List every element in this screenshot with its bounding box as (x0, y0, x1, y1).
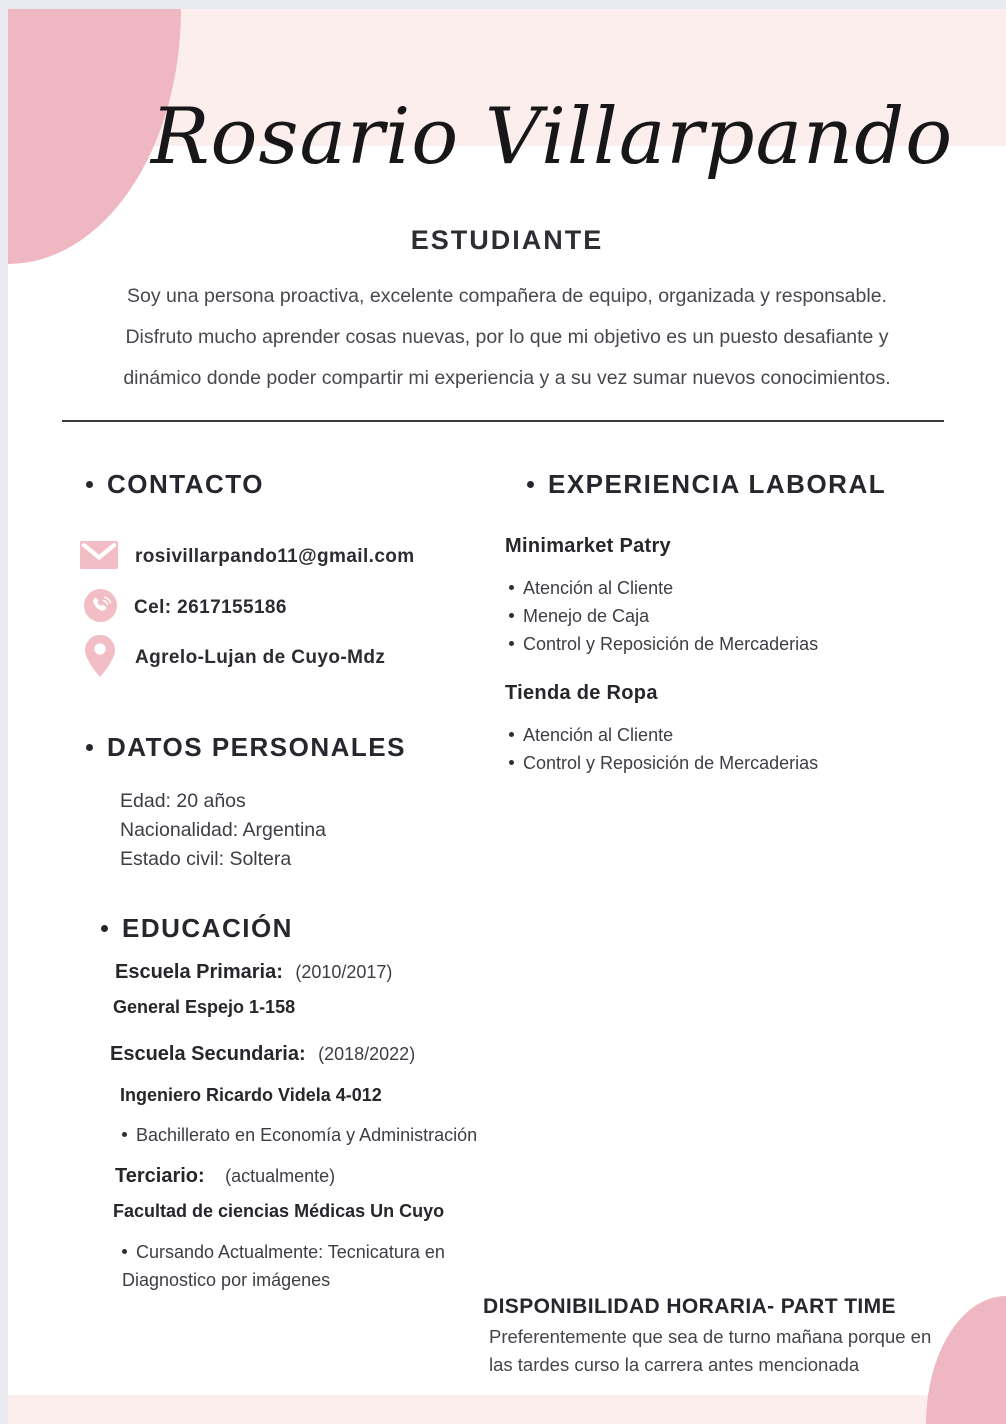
list-bullet-dot (122, 1132, 127, 1137)
list-bullet-dot (509, 732, 514, 737)
job-bullet (509, 749, 818, 777)
section-heading-label: EXPERIENCIA LABORAL (548, 469, 887, 499)
email-icon (80, 541, 118, 574)
bullet-text: Atención al Cliente (523, 578, 674, 598)
personal-nationality-line: Nacionalidad: Argentina (120, 819, 326, 841)
list-bullet-dot (509, 641, 514, 646)
section-heading-label: EDUCACIÓN (122, 913, 293, 943)
contact-phone-text: Cel: 2617155186 (134, 596, 287, 618)
education-secondary-bullet (122, 1121, 477, 1149)
education-period: (2010/2017) (295, 962, 393, 982)
education-tertiary-school: Facultad de ciencias Médicas Un Cuyo (113, 1201, 445, 1221)
heading-bullet-dot (86, 744, 93, 751)
profile-summary: Soy una persona proactiva, excelente compañera de equipo, organizada y responsable. Disfruto mucho aprender cosas nuevas, por lo que mi objetivo es un puesto desafiante y dinámico donde poder compartir mi experiencia y a su vez sumar nuevos conocimientos. (123, 285, 891, 389)
job-bullet (509, 574, 818, 602)
heading-bullet-dot (101, 925, 108, 932)
personal-data-lines (120, 787, 326, 874)
contact-location-text: Agrelo-Lujan de Cuyo-Mdz (135, 647, 386, 668)
phone-icon (84, 589, 117, 627)
section-heading-label: DATOS PERSONALES (107, 732, 406, 762)
availability-text: Preferentemente que sea de turno mañana porque en las tardes curso la carrera antes mencionada (489, 1326, 932, 1375)
education-level-label: Terciario: (115, 1165, 205, 1187)
bullet-text: Cursando Actualmente: Tecnicatura en Diagnostico por imágenes (122, 1242, 445, 1290)
contact-row-phone (84, 591, 287, 624)
job-bullets-minimarket (509, 574, 818, 658)
heading-bullet-dot (527, 481, 534, 488)
job-bullets-tienda (509, 721, 818, 777)
education-tertiary-bullet (122, 1238, 474, 1294)
list-bullet-dot (509, 585, 514, 590)
bottom-right-pink-corner-shape (926, 1296, 1006, 1424)
bullet-text: Bachillerato en Economía y Administración (136, 1125, 478, 1145)
list-bullet-dot (509, 760, 514, 765)
education-tertiary-label-row (115, 1163, 335, 1191)
bullet-text: Control y Reposición de Mercaderias (523, 753, 819, 773)
job-title-tienda: Tienda de Ropa (505, 682, 658, 704)
bullet-text: Menejo de Caja (523, 606, 650, 626)
education-primary-school: General Espejo 1-158 (113, 997, 296, 1017)
education-level-label: Escuela Primaria: (115, 961, 283, 983)
candidate-role: ESTUDIANTE (410, 225, 604, 255)
education-secondary-label-row (110, 1041, 415, 1069)
section-heading-datos-personales (86, 731, 406, 763)
header-divider (62, 420, 944, 422)
personal-age-line: Edad: 20 años (120, 790, 246, 812)
bullet-text: Control y Reposición de Mercaderias (523, 634, 819, 654)
section-heading-experiencia-laboral (527, 468, 886, 500)
bullet-text: Atención al Cliente (523, 725, 674, 745)
section-heading-educacion (101, 912, 293, 944)
section-heading-label: CONTACTO (107, 469, 264, 499)
contact-row-email (80, 543, 415, 571)
list-bullet-dot (509, 613, 514, 618)
heading-bullet-dot (86, 481, 93, 488)
contact-row-location (85, 637, 385, 679)
education-level-label: Escuela Secundaria: (110, 1043, 306, 1065)
resume-page (8, 9, 1006, 1424)
education-period: (actualmente) (225, 1166, 336, 1186)
job-bullet (509, 721, 818, 749)
bottom-pink-band (8, 1395, 1006, 1424)
contact-email-text: rosivillarpando11@gmail.com (135, 546, 415, 567)
personal-marital-status-line: Estado civil: Soltera (120, 848, 292, 870)
availability-heading: DISPONIBILIDAD HORARIA- PART TIME (483, 1295, 896, 1318)
location-icon (85, 635, 115, 682)
education-primary-label-row (115, 959, 392, 987)
job-title-minimarket: Minimarket Patry (505, 535, 671, 557)
job-bullet (509, 630, 818, 658)
list-bullet-dot (122, 1249, 127, 1254)
candidate-name: Rosario Villarpando (150, 92, 954, 182)
education-secondary-school: Ingeniero Ricardo Videla 4-012 (120, 1085, 382, 1105)
education-period: (2018/2022) (318, 1044, 416, 1064)
job-bullet (509, 602, 818, 630)
section-heading-contacto (86, 468, 264, 500)
